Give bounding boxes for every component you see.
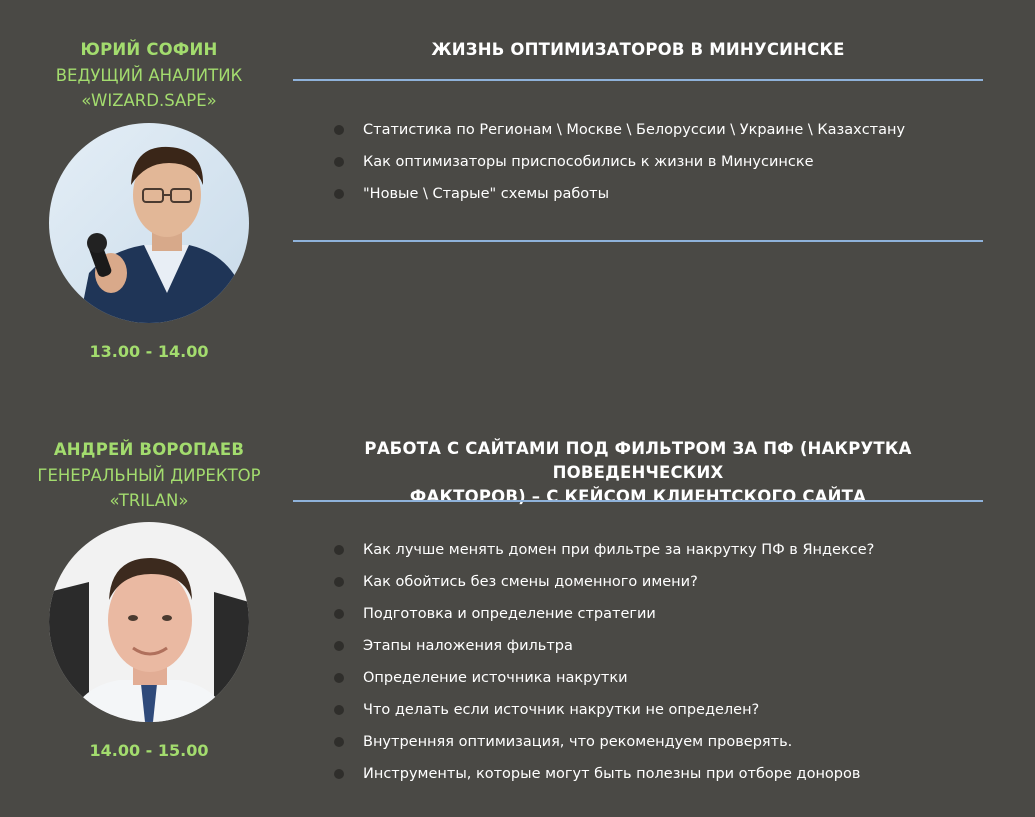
divider bbox=[293, 240, 983, 242]
bullet-dot-icon bbox=[334, 577, 344, 587]
bullet-dot-icon bbox=[334, 189, 344, 199]
speaker-role: ГЕНЕРАЛЬНЫЙ ДИРЕКТОР bbox=[37, 466, 261, 485]
speaker-info bbox=[0, 437, 298, 513]
topic-list bbox=[333, 534, 874, 790]
list-item: "Новые \ Старые" схемы работы bbox=[333, 178, 905, 210]
speaker-name: ЮРИЙ СОФИН bbox=[80, 40, 218, 59]
list-item: Этапы наложения фильтра bbox=[333, 630, 874, 662]
list-item: Внутренняя оптимизация, что рекомендуем проверять. bbox=[333, 726, 874, 758]
list-item: Как оптимизаторы приспособились к жизни в Минусинске bbox=[333, 146, 905, 178]
bullet-dot-icon bbox=[334, 609, 344, 619]
bullet-dot-icon bbox=[334, 641, 344, 651]
bullet-dot-icon bbox=[334, 673, 344, 683]
session-time: 13.00 - 14.00 bbox=[89, 342, 209, 361]
bullet-dot-icon bbox=[334, 769, 344, 779]
session-time: 14.00 - 15.00 bbox=[89, 741, 209, 760]
talk-title bbox=[293, 437, 983, 509]
talk-title-line: ФАКТОРОВ) – С КЕЙСОМ КЛИЕНТСКОГО САЙТА bbox=[409, 487, 867, 506]
list-item: Как обойтись без смены доменного имени? bbox=[333, 566, 874, 598]
speaker-name: АНДРЕЙ ВОРОПАЕВ bbox=[53, 440, 245, 459]
bullet-dot-icon bbox=[334, 705, 344, 715]
bullet-dot-icon bbox=[334, 737, 344, 747]
speaker-info bbox=[0, 37, 298, 113]
list-item: Как лучше менять домен при фильтре за накрутку ПФ в Яндексе? bbox=[333, 534, 874, 566]
list-item: Инструменты, которые могут быть полезны при отборе доноров bbox=[333, 758, 874, 790]
list-item: Определение источника накрутки bbox=[333, 662, 874, 694]
speaker-company: «TRILAN» bbox=[109, 491, 189, 510]
speaker-company: «WIZARD.SAPE» bbox=[81, 91, 217, 110]
list-item: Что делать если источник накрутки не определен? bbox=[333, 694, 874, 726]
talk-title-line: ЖИЗНЬ ОПТИМИЗАТОРОВ В МИНУСИНСКЕ bbox=[431, 40, 845, 59]
talk-title-line: РАБОТА С САЙТАМИ ПОД ФИЛЬТРОМ ЗА ПФ (НАКРУТКА ПОВЕДЕНЧЕСКИХ bbox=[364, 439, 912, 482]
bullet-dot-icon bbox=[334, 125, 344, 135]
divider bbox=[293, 500, 983, 502]
speaker-photo bbox=[49, 123, 249, 323]
talk-title bbox=[293, 38, 983, 62]
speaker-role: ВЕДУЩИЙ АНАЛИТИК bbox=[55, 66, 243, 85]
divider bbox=[293, 79, 983, 81]
list-item: Подготовка и определение стратегии bbox=[333, 598, 874, 630]
topic-list bbox=[333, 114, 905, 210]
bullet-dot-icon bbox=[334, 545, 344, 555]
list-item: Статистика по Регионам \ Москве \ Белоруссии \ Украине \ Казахстану bbox=[333, 114, 905, 146]
bullet-dot-icon bbox=[334, 157, 344, 167]
speaker-photo bbox=[49, 522, 249, 722]
